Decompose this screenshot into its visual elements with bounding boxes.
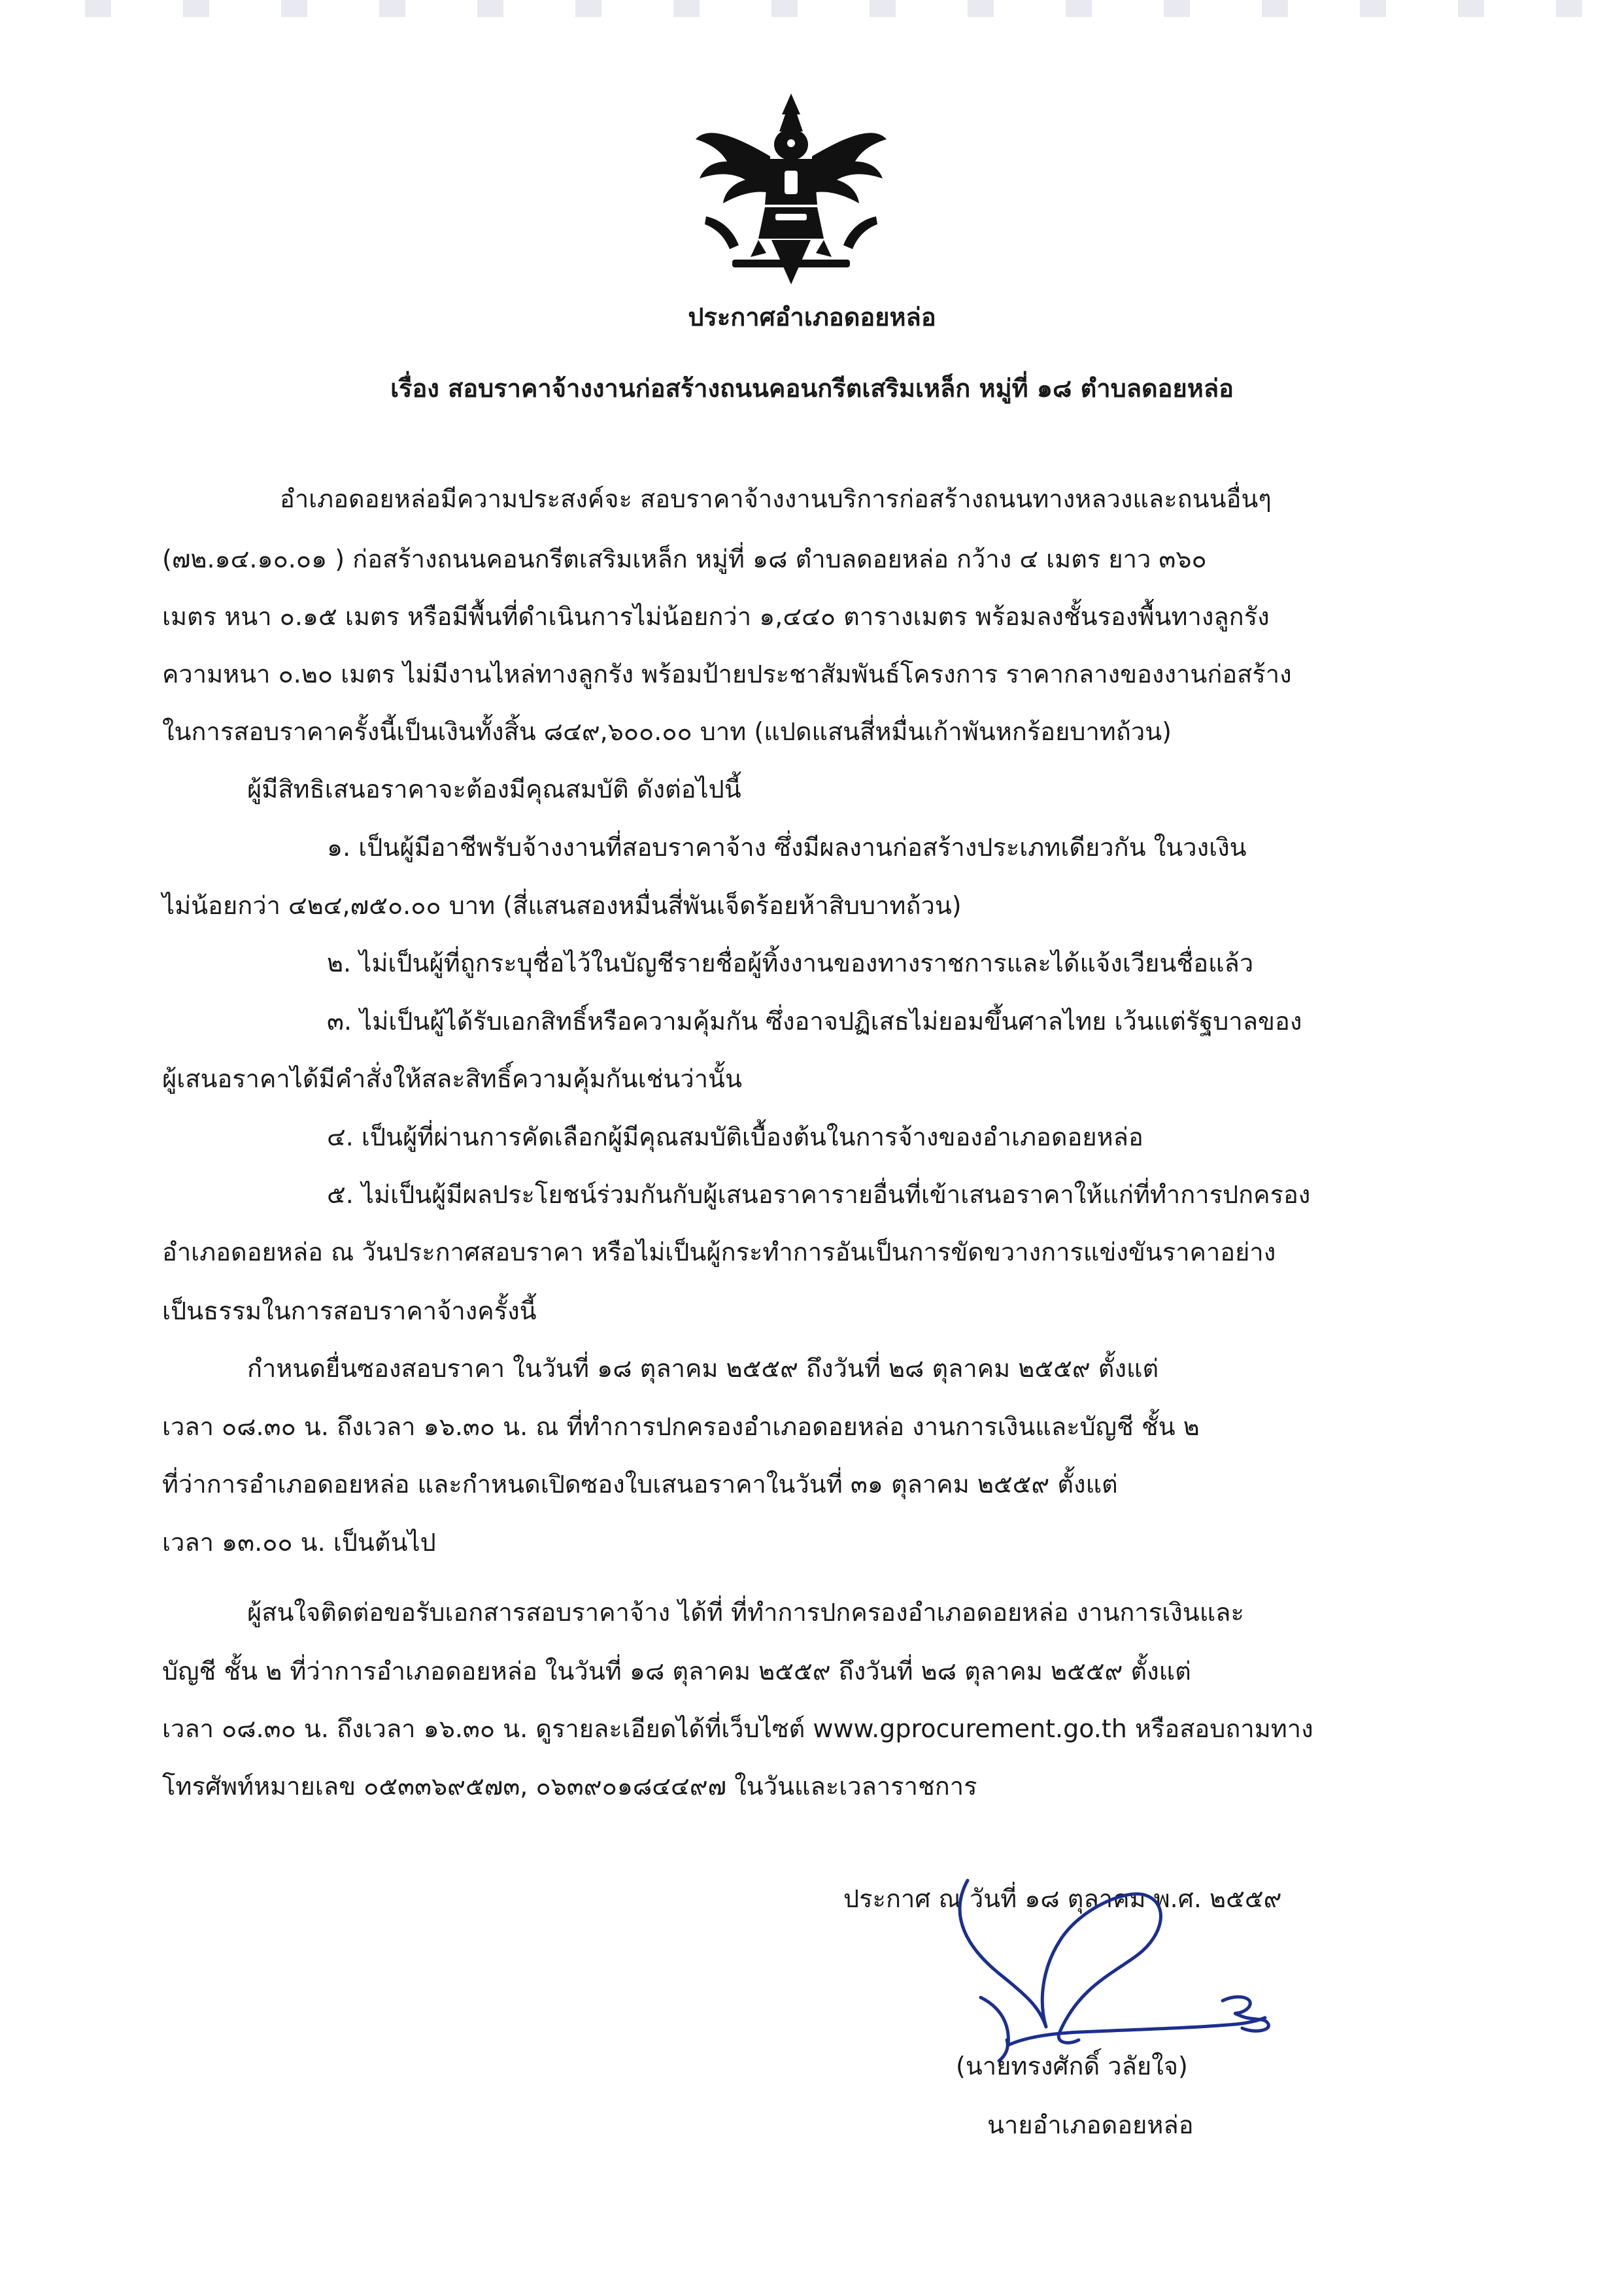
- body-line: เวลา ๑๓.๐๐ น. เป็นต้นไป: [162, 1528, 436, 1557]
- submission-paragraph: กำหนดยื่นซองสอบราคา ในวันที่ ๑๘ ตุลาคม ๒๕๕๙ ถึงวันที่ ๒๘ ตุลาคม ๒๕๕๙ ตั้งแต่: [247, 1354, 1159, 1383]
- body-line: บัญชี ชั้น ๒ ที่ว่าการอำเภอดอยหล่อ ในวันที่ ๑๘ ตุลาคม ๒๕๕๙ ถึงวันที่ ๒๘ ตุลาคม ๒๕๕๙ ตั้งแต่: [162, 1657, 1191, 1686]
- body-line: ความหนา ๐.๒๐ เมตร ไม่มีงานไหล่ทางลูกรัง พร้อมป้ายประชาสัมพันธ์โครงการ ราคากลางของงานก่อสร้าง: [162, 660, 1292, 688]
- qualification-item-2: ๒. ไม่เป็นผู้ที่ถูกระบุชื่อไว้ในบัญชีรายชื่อผู้ทิ้งงานของทางราชการและได้แจ้งเวียนชื่อแล้ว: [327, 949, 1254, 977]
- contact-paragraph: ผู้สนใจติดต่อขอรับเอกสารสอบราคาจ้าง ได้ที่ ที่ทำการปกครองอำเภอดอยหล่อ งานการเงินและ: [247, 1598, 1244, 1627]
- body-line: ผู้เสนอราคาได้มีคำสั่งให้สละสิทธิ์ความคุ้มกันเช่นว่านั้น: [162, 1064, 743, 1093]
- qualification-item-4: ๔. เป็นผู้ที่ผ่านการคัดเลือกผู้มีคุณสมบัติเบื้องต้นในการจ้างของอำเภอดอยหล่อ: [327, 1123, 1143, 1151]
- body-line: อำเภอดอยหล่อ ณ วันประกาศสอบราคา หรือไม่เป็นผู้กระทำการอันเป็นการขัดขวางการแข่งขันราคาอย่าง: [162, 1238, 1276, 1266]
- scan-artifact: [85, 0, 1589, 17]
- body-line: ที่ว่าการอำเภอดอยหล่อ และกำหนดเปิดซองใบเสนอราคาในวันที่ ๓๑ ตุลาคม ๒๕๕๙ ตั้งแต่: [162, 1470, 1118, 1499]
- signer-name: (นายทรงศักดิ์ วลัยใจ): [956, 2052, 1188, 2080]
- qualifications-heading: ผู้มีสิทธิเสนอราคาจะต้องมีคุณสมบัติ ดังต่อไปนี้: [247, 775, 741, 804]
- body-line: ไม่น้อยกว่า ๔๒๔,๗๕๐.๐๐ บาท (สี่แสนสองหมื่นสี่พันเจ็ดร้อยห้าสิบบาทถ้วน): [162, 891, 962, 920]
- body-line: เวลา ๐๘.๓๐ น. ถึงเวลา ๑๖.๓๐ น. ณ ที่ทำการปกครองอำเภอดอยหล่อ งานการเงินและบัญชี ชั้น ๒: [162, 1412, 1200, 1441]
- qualification-item-1: ๑. เป็นผู้มีอาชีพรับจ้างงานที่สอบราคาจ้าง ซึ่งมีผลงานก่อสร้างประเภทเดียวกัน ในวงเงิน: [327, 833, 1247, 862]
- body-line: เวลา ๐๘.๓๐ น. ถึงเวลา ๑๖.๓๐ น. ดูรายละเอียดได้ที่เว็บไซต์ www.gprocurement.go.th หรือสอบถามทาง: [162, 1714, 1313, 1743]
- body-line: โทรศัพท์หมายเลข ๐๕๓๓๖๙๕๗๓, ๐๖๓๙๐๑๘๔๔๙๗ ในวันและเวลาราชการ: [162, 1772, 977, 1801]
- qualification-item-3: ๓. ไม่เป็นผู้ได้รับเอกสิทธิ์หรือความคุ้มกัน ซึ่งอาจปฏิเสธไม่ยอมขึ้นศาลไทย เว้นแต่รัฐบาลของ: [327, 1007, 1302, 1036]
- body-line: เป็นธรรมในการสอบราคาจ้างครั้งนี้: [162, 1297, 537, 1325]
- qualification-item-5: ๕. ไม่เป็นผู้มีผลประโยชน์ร่วมกันกับผู้เสนอราคารายอื่นที่เข้าเสนอราคาให้แก่ที่ทำการปกครอง: [327, 1180, 1311, 1209]
- body-line: ในการสอบราคาครั้งนี้เป็นเงินทั้งสิ้น ๘๔๙,๖๐๐.๐๐ บาท (แปดแสนสี่หมื่นเก้าพันหกร้อยบาทถ้วน): [162, 717, 1172, 746]
- document-subject: เรื่อง สอบราคาจ้างงานก่อสร้างถนนคอนกรีตเสริมเหล็ก หมู่ที่ ๑๘ ตำบลดอยหล่อ: [390, 374, 1234, 403]
- body-line: (๗๒.๑๔.๑๐.๐๑ ) ก่อสร้างถนนคอนกรีตเสริมเหล็ก หมู่ที่ ๑๘ ตำบลดอยหล่อ กว้าง ๔ เมตร ยาว ๓๖๐: [162, 545, 1207, 573]
- garuda-emblem-icon: [693, 88, 889, 291]
- document-title: ประกาศอำเภอดอยหล่อ: [688, 303, 936, 331]
- signer-title: นายอำเภอดอยหล่อ: [987, 2111, 1194, 2139]
- body-line: อำเภอดอยหล่อมีความประสงค์จะ สอบราคาจ้างงานบริการก่อสร้างถนนทางหลวงและถนนอื่นๆ: [280, 484, 1272, 513]
- body-line: เมตร หนา ๐.๑๕ เมตร หรือมีพื้นที่ดำเนินการไม่น้อยกว่า ๑,๔๔๐ ตารางเมตร พร้อมลงชั้นรองพื้นทางลูกรัง: [162, 602, 1270, 631]
- announcement-date: ประกาศ ณ วันที่ ๑๘ ตุลาคม พ.ศ. ๒๕๕๙: [843, 1884, 1282, 1913]
